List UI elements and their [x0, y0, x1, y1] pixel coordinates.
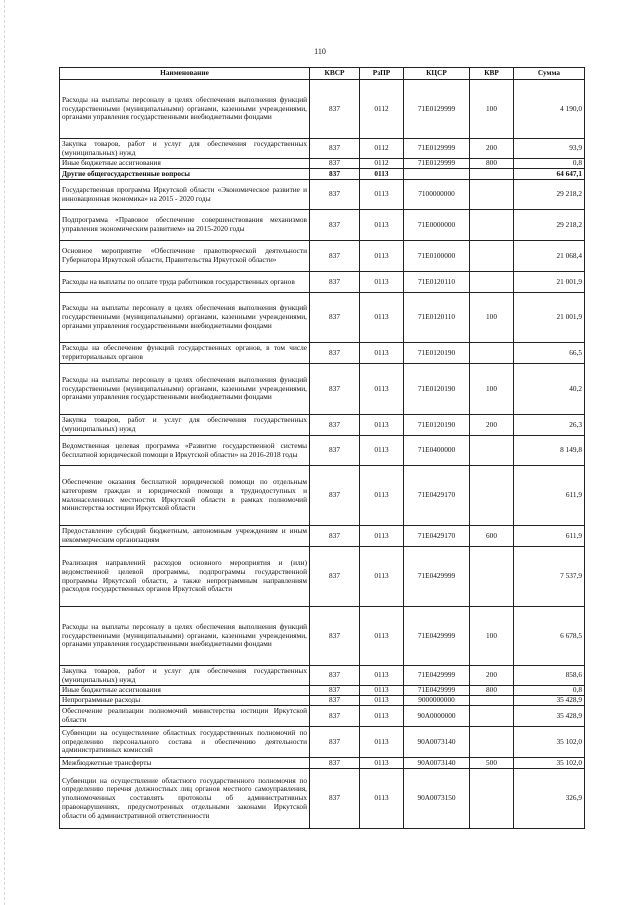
cell-sum: 29 218,2	[514, 180, 585, 210]
cell-sum: 35 428,9	[514, 696, 585, 706]
cell-kvsr: 837	[310, 607, 360, 666]
table-row	[60, 436, 585, 466]
cell-rzpr: 0112	[360, 80, 404, 139]
cell-name: Закупка товаров, работ и услуг для обеспечения государственных (муниципальных) нужд	[60, 415, 310, 436]
table-row	[60, 466, 585, 526]
cell-kcsr: 90А0073140	[404, 727, 470, 758]
cell-sum: 611,9	[514, 466, 585, 526]
cell-rzpr: 0113	[360, 415, 404, 436]
cell-rzpr: 0113	[360, 241, 404, 272]
cell-name: Основное мероприятие «Обеспечение правотворческой деятельности Губернатора Иркутской области, Правительства Иркутской области»	[60, 241, 310, 272]
cell-kvsr: 837	[310, 706, 360, 727]
table-header-row	[60, 68, 585, 80]
cell-rzpr: 0113	[360, 364, 404, 415]
cell-name: Расходы на выплаты персоналу в целях обеспечения выполнения функций государственными (муниципальными) органами, казенными учреждениями, органами управления государственными внебюджетными фондами	[60, 607, 310, 666]
cell-sum: 0,8	[514, 159, 585, 169]
cell-kcsr: 71Е0120190	[404, 343, 470, 364]
cell-kvsr: 837	[310, 547, 360, 607]
cell-kcsr: 71Е0100000	[404, 241, 470, 272]
table-row	[60, 272, 585, 293]
budget-table	[59, 67, 585, 829]
cell-name: Расходы на выплаты персоналу в целях обеспечения выполнения функций государственными (муниципальными) органами, казенными учреждениями, органами управления государственными внебюджетными фондами	[60, 293, 310, 343]
table-row	[60, 139, 585, 159]
table-row	[60, 364, 585, 415]
page-number: 110	[314, 47, 326, 56]
cell-kvsr: 837	[310, 169, 360, 180]
cell-name: Предоставление субсидий бюджетным, автономным учреждениям и иным некоммерческим организациям	[60, 526, 310, 547]
cell-kvsr: 837	[310, 466, 360, 526]
header-kvr: КВР	[470, 68, 514, 80]
cell-kvsr: 837	[310, 180, 360, 210]
table-row	[60, 666, 585, 686]
cell-kvr: 200	[470, 666, 514, 686]
cell-kvsr: 837	[310, 139, 360, 159]
table-row	[60, 696, 585, 706]
cell-sum: 93,9	[514, 139, 585, 159]
cell-sum: 35 428,9	[514, 706, 585, 727]
cell-kcsr: 71Е0120110	[404, 293, 470, 343]
cell-kcsr: 90А0000000	[404, 706, 470, 727]
cell-sum: 21 001,9	[514, 272, 585, 293]
cell-kvsr: 837	[310, 415, 360, 436]
table-row	[60, 343, 585, 364]
cell-name: Межбюджетные трансферты	[60, 758, 310, 769]
cell-name: Реализация направлений расходов основного мероприятия и (или) ведомственной целевой программы, подпрограммы государственной программы Иркутской области, а также непрограммным направлениям расходов государственных органов Иркутской области	[60, 547, 310, 607]
table-row	[60, 727, 585, 758]
cell-kvr: 600	[470, 526, 514, 547]
header-kvsr: КВСР	[310, 68, 360, 80]
cell-sum: 64 647,1	[514, 169, 585, 180]
cell-rzpr: 0113	[360, 272, 404, 293]
cell-sum: 35 102,0	[514, 727, 585, 758]
table-row	[60, 758, 585, 769]
cell-name: Обеспечение оказания бесплатной юридической помощи по отдельным категориям граждан и юридической помощи в труднодоступных и малонаселенных местностях Иркутской области в рамках полномочий министерства юстиции Иркутской области	[60, 466, 310, 526]
table-row	[60, 241, 585, 272]
cell-kcsr: 71Е0429999	[404, 547, 470, 607]
cell-kcsr: 9000000000	[404, 696, 470, 706]
cell-kvr	[470, 547, 514, 607]
table-body	[60, 80, 585, 829]
cell-kcsr: 90А0073150	[404, 769, 470, 829]
cell-kvsr: 837	[310, 364, 360, 415]
cell-kvsr: 837	[310, 758, 360, 769]
cell-sum: 858,6	[514, 666, 585, 686]
cell-kvr	[470, 727, 514, 758]
cell-sum: 35 102,0	[514, 758, 585, 769]
cell-kcsr: 71Е0129999	[404, 80, 470, 139]
cell-kvsr: 837	[310, 666, 360, 686]
cell-rzpr: 0113	[360, 210, 404, 241]
table-row	[60, 526, 585, 547]
cell-kvr: 100	[470, 80, 514, 139]
cell-kvsr: 837	[310, 343, 360, 364]
cell-kvr: 100	[470, 607, 514, 666]
cell-rzpr: 0113	[360, 547, 404, 607]
cell-kvr	[470, 210, 514, 241]
cell-kvr: 200	[470, 415, 514, 436]
cell-kcsr: 71Е0129999	[404, 159, 470, 169]
cell-kvr	[470, 696, 514, 706]
cell-sum: 21 068,4	[514, 241, 585, 272]
cell-sum: 326,9	[514, 769, 585, 829]
cell-kvsr: 837	[310, 241, 360, 272]
cell-kcsr: 71Е0400000	[404, 436, 470, 466]
cell-rzpr: 0113	[360, 526, 404, 547]
cell-name: Расходы на выплаты по оплате труда работников государственных органов	[60, 272, 310, 293]
cell-sum: 4 190,0	[514, 80, 585, 139]
cell-kcsr: 71Е0120110	[404, 272, 470, 293]
cell-name: Другие общегосударственные вопросы	[60, 169, 310, 180]
cell-kcsr: 71Е0120190	[404, 415, 470, 436]
scan-edge	[0, 0, 5, 905]
cell-rzpr: 0113	[360, 696, 404, 706]
header-rzpr: РзПР	[360, 68, 404, 80]
cell-name: Расходы на выплаты персоналу в целях обеспечения выполнения функций государственными (муниципальными) органами, казенными учреждениями, органами управления государственными внебюджетными фондами	[60, 364, 310, 415]
cell-name: Закупка товаров, работ и услуг для обеспечения государственных (муниципальных) нужд	[60, 139, 310, 159]
cell-name: Непрограммные расходы	[60, 696, 310, 706]
cell-kvsr: 837	[310, 80, 360, 139]
cell-name: Субвенции на осуществление областного государственного полномочия по определению перечня должностных лиц органов местного самоуправления, уполномоченных составлять протоколы об административных правонарушениях, предусмотренных отдельными законами Иркутской области об административной ответственности	[60, 769, 310, 829]
cell-name: Иные бюджетные ассигнования	[60, 686, 310, 696]
cell-kcsr: 71Е0429999	[404, 607, 470, 666]
cell-kcsr: 71Е0000000	[404, 210, 470, 241]
cell-kvr	[470, 169, 514, 180]
cell-kcsr: 71Е0120190	[404, 364, 470, 415]
cell-kvsr: 837	[310, 436, 360, 466]
cell-rzpr: 0113	[360, 436, 404, 466]
cell-kvr	[470, 769, 514, 829]
cell-kvr	[470, 272, 514, 293]
table-row	[60, 769, 585, 829]
cell-kvr	[470, 241, 514, 272]
cell-sum: 66,5	[514, 343, 585, 364]
cell-kvsr: 837	[310, 727, 360, 758]
cell-name: Расходы на обеспечение функций государственных органов, в том числе территориальных органов	[60, 343, 310, 364]
cell-kvsr: 837	[310, 159, 360, 169]
cell-kcsr: 71Е0429999	[404, 666, 470, 686]
cell-rzpr: 0112	[360, 159, 404, 169]
table-row	[60, 80, 585, 139]
table-row	[60, 547, 585, 607]
cell-kcsr: 71Е0429170	[404, 526, 470, 547]
cell-kvr	[470, 466, 514, 526]
cell-rzpr: 0113	[360, 706, 404, 727]
cell-rzpr: 0113	[360, 293, 404, 343]
cell-kvsr: 837	[310, 686, 360, 696]
cell-sum: 7 537,9	[514, 547, 585, 607]
table-row	[60, 607, 585, 666]
header-name: Наименование	[60, 68, 310, 80]
cell-rzpr: 0113	[360, 686, 404, 696]
cell-kcsr: 71Е0129999	[404, 139, 470, 159]
header-kcsr: КЦСР	[404, 68, 470, 80]
cell-rzpr: 0113	[360, 607, 404, 666]
cell-kvr: 500	[470, 758, 514, 769]
cell-name: Обеспечение реализации полномочий министерства юстиции Иркутской области	[60, 706, 310, 727]
cell-name: Ведомственная целевая программа «Развитие государственной системы бесплатной юридической помощи в Иркутской области» на 2016-2018 годы	[60, 436, 310, 466]
cell-kvr	[470, 343, 514, 364]
table-row	[60, 210, 585, 241]
cell-rzpr: 0113	[360, 727, 404, 758]
cell-sum: 26,3	[514, 415, 585, 436]
cell-kvsr: 837	[310, 696, 360, 706]
cell-sum: 0,8	[514, 686, 585, 696]
cell-rzpr: 0113	[360, 180, 404, 210]
cell-kvr: 200	[470, 139, 514, 159]
table-row	[60, 180, 585, 210]
cell-rzpr: 0113	[360, 466, 404, 526]
cell-kcsr: 90А0073140	[404, 758, 470, 769]
cell-rzpr: 0113	[360, 343, 404, 364]
cell-name: Закупка товаров, работ и услуг для обеспечения государственных (муниципальных) нужд	[60, 666, 310, 686]
table-row	[60, 293, 585, 343]
cell-rzpr: 0112	[360, 139, 404, 159]
cell-kcsr: 71Е0429170	[404, 466, 470, 526]
table-row	[60, 686, 585, 696]
cell-kvsr: 837	[310, 293, 360, 343]
cell-rzpr: 0113	[360, 666, 404, 686]
cell-kvsr: 837	[310, 769, 360, 829]
cell-kvsr: 837	[310, 272, 360, 293]
table-row	[60, 706, 585, 727]
cell-sum: 611,9	[514, 526, 585, 547]
table-row	[60, 415, 585, 436]
cell-kvsr: 837	[310, 210, 360, 241]
cell-kvr	[470, 180, 514, 210]
cell-kcsr: 7100000000	[404, 180, 470, 210]
cell-kcsr: 71Е0429999	[404, 686, 470, 696]
cell-kvr: 100	[470, 293, 514, 343]
cell-kvr: 800	[470, 686, 514, 696]
cell-kcsr	[404, 169, 470, 180]
cell-name: Подпрограмма «Правовое обеспечение совершенствования механизмов управления экономическим развитием» на 2015-2020 годы	[60, 210, 310, 241]
cell-kvr: 100	[470, 364, 514, 415]
table-row	[60, 159, 585, 169]
cell-sum: 8 149,8	[514, 436, 585, 466]
cell-name: Иные бюджетные ассигнования	[60, 159, 310, 169]
header-sum: Сумма	[514, 68, 585, 80]
cell-sum: 40,2	[514, 364, 585, 415]
cell-sum: 29 218,2	[514, 210, 585, 241]
cell-rzpr: 0113	[360, 758, 404, 769]
cell-name: Субвенции на осуществление областных государственных полномочий по определению персонального состава и обеспечению деятельности административных комиссий	[60, 727, 310, 758]
cell-kvr	[470, 436, 514, 466]
cell-rzpr: 0113	[360, 169, 404, 180]
table-row	[60, 169, 585, 180]
cell-sum: 6 678,5	[514, 607, 585, 666]
cell-kvr	[470, 706, 514, 727]
cell-sum: 21 001,9	[514, 293, 585, 343]
cell-rzpr: 0113	[360, 769, 404, 829]
cell-name: Расходы на выплаты персоналу в целях обеспечения выполнения функций государственными (муниципальными) органами, казенными учреждениями, органами управления государственными внебюджетными фондами	[60, 80, 310, 139]
cell-kvr: 800	[470, 159, 514, 169]
cell-name: Государственная программа Иркутской области «Экономическое развитие и инновационная экономика» на 2015 - 2020 годы	[60, 180, 310, 210]
cell-kvsr: 837	[310, 526, 360, 547]
